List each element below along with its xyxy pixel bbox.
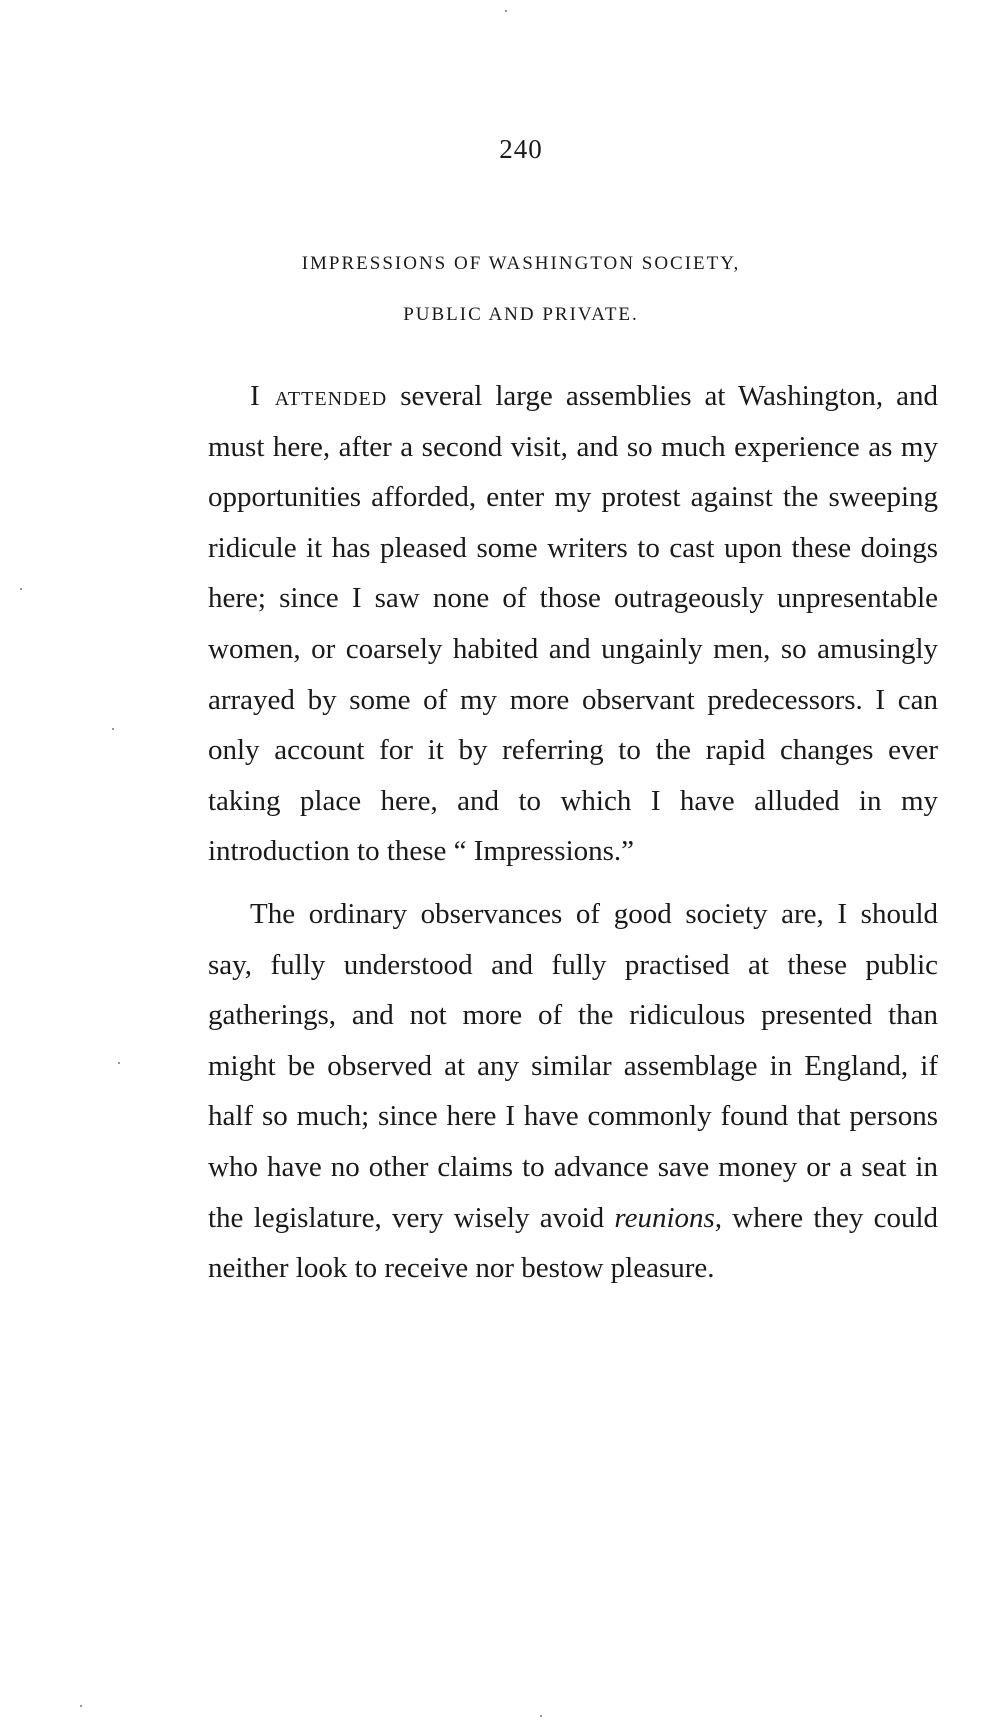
chapter-heading-line-2: PUBLIC AND PRIVATE. bbox=[403, 304, 639, 325]
paragraph-1-text: several large assemblies at Washington, and must here, after a second visit, and so much experience as my opportunities afforded, enter my protest against the sweeping ridicule it has pleased some writers to cast upon these doings here; since I saw none of those outrageously unpresentable women, or coarsely habited and ungainly men, so amusingly arrayed by some of my more observant predecessors. I can only account for it by referring to the rapid changes ever taking place here, and to which I have alluded in my introduction to these “ Impressions.” bbox=[208, 380, 938, 868]
paper-speck bbox=[80, 1705, 82, 1707]
paper-speck bbox=[118, 1062, 120, 1064]
paper-speck bbox=[20, 588, 22, 590]
paper-speck bbox=[540, 1715, 542, 1717]
paragraph-2-italic-word: reunions, bbox=[614, 1201, 723, 1234]
paragraph-1 bbox=[208, 371, 938, 877]
paper-speck bbox=[112, 728, 114, 730]
chapter-heading-line-1: IMPRESSIONS OF WASHINGTON SOCIETY, bbox=[301, 253, 741, 274]
paragraph-2-text-after: where they could neither look to receive nor bestow pleasure. bbox=[208, 1201, 939, 1285]
body-text bbox=[208, 371, 938, 1294]
page-number: 240 bbox=[499, 134, 543, 164]
paragraph-2 bbox=[208, 889, 938, 1294]
paper-speck bbox=[505, 10, 507, 12]
paragraph-1-lead-word: I attended bbox=[250, 380, 388, 412]
paragraph-2-text-before: The ordinary observances of good society are, I should say, fully understood and fully practised at these public gatherings, and not more of the ridiculous presented than might be observed at any similar assemblage in England, if half so much; since here I have commonly found that persons who have no other claims to advance save money or a seat in the legislature, very wisely avoid bbox=[208, 897, 938, 1234]
